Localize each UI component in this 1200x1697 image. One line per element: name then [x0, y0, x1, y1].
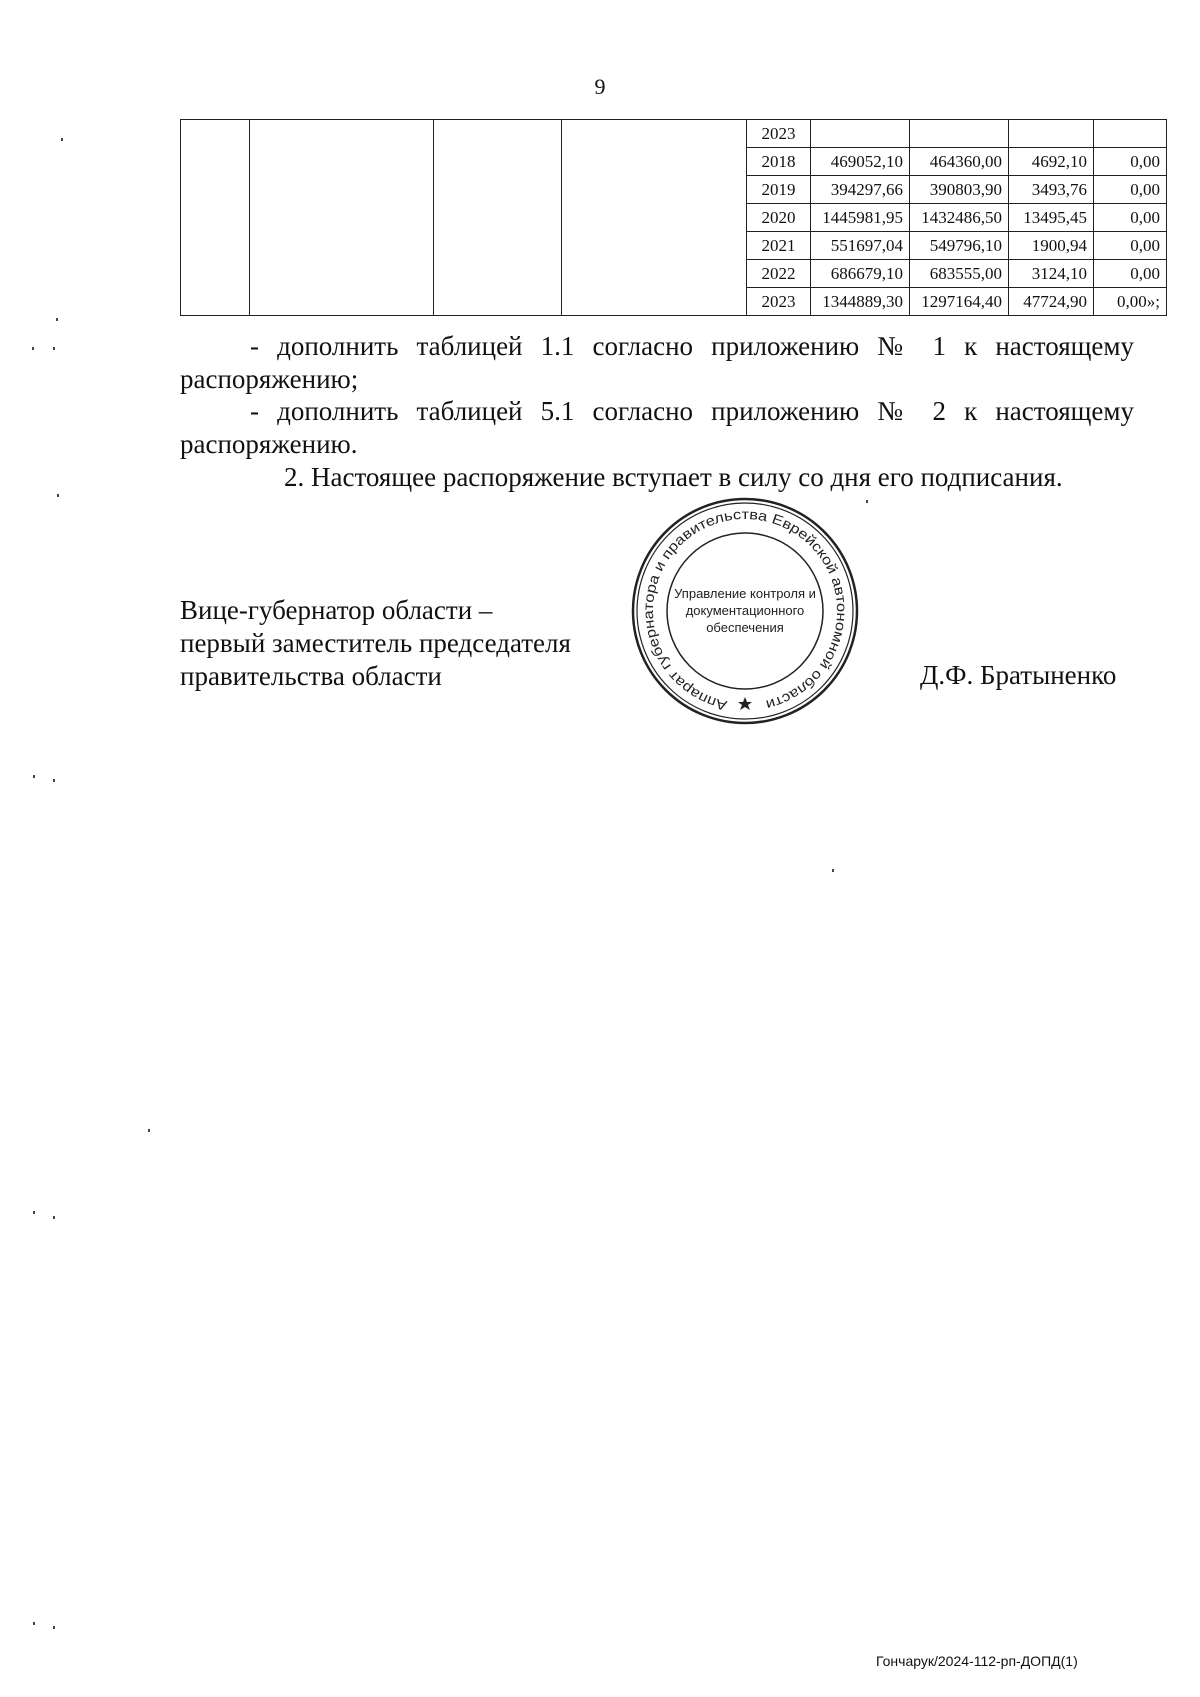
- item-1-line-2: распоряжению;: [180, 364, 359, 394]
- scan-speck: [57, 494, 59, 497]
- table-cell-year: 2023: [747, 120, 811, 148]
- table-cell-value: 0,00: [1094, 176, 1167, 204]
- official-stamp: [631, 497, 859, 725]
- table-cell-value: 0,00»;: [1094, 288, 1167, 316]
- table-cell-value: 4692,10: [1009, 148, 1094, 176]
- scan-speck: [866, 500, 868, 503]
- table-cell-value: 1900,94: [1009, 232, 1094, 260]
- stamp-outer-text: Аппарат губернатора и правительства Еврейской автономной области: [639, 505, 851, 715]
- stamp-inner-line: документационного: [685, 603, 805, 618]
- scan-speck: [33, 1211, 35, 1214]
- scan-speck: [56, 318, 58, 321]
- table-cell-value: 0,00: [1094, 232, 1167, 260]
- scan-speck: [32, 347, 34, 350]
- scan-speck: [53, 1626, 55, 1629]
- item-2-line-1: - дополнить таблицей 5.1 согласно приложению № 2 к настоящему: [250, 396, 1134, 426]
- stamp-inner-line: обеспечения: [706, 620, 784, 635]
- table-cell-year: 2022: [747, 260, 811, 288]
- table-cell-value: [811, 120, 910, 148]
- financing-table: [180, 119, 1167, 316]
- table-cell-year: 2020: [747, 204, 811, 232]
- table-cell-value: [1009, 120, 1094, 148]
- table-cell-year: 2018: [747, 148, 811, 176]
- table-cell-value: 1445981,95: [811, 204, 910, 232]
- signatory-name: Д.Ф. Братыненко: [920, 660, 1117, 690]
- scan-speck: [53, 1216, 55, 1219]
- table-cell-empty: [181, 120, 250, 316]
- point-2: 2. Настоящее распоряжение вступает в силу со дня его подписания.: [284, 462, 1063, 492]
- table-cell-value: 3124,10: [1009, 260, 1094, 288]
- table-cell-empty: [562, 120, 747, 316]
- item-2-line-2: распоряжению.: [180, 429, 358, 459]
- stamp-star-icon: [738, 697, 752, 710]
- table-cell-value: 47724,90: [1009, 288, 1094, 316]
- table-cell-value: 683555,00: [910, 260, 1009, 288]
- table-cell-value: 0,00: [1094, 148, 1167, 176]
- scan-speck: [61, 138, 63, 141]
- document-footer: Гончарук/2024-112-рп-ДОПД(1): [876, 1653, 1078, 1669]
- table-cell-year: 2019: [747, 176, 811, 204]
- table-row: [181, 120, 1167, 148]
- stamp-inner-line: Управление контроля и: [674, 586, 816, 601]
- page-number: 9: [594, 74, 606, 99]
- table-cell-empty: [250, 120, 434, 316]
- table-cell-value: 1297164,40: [910, 288, 1009, 316]
- table-cell-value: 464360,00: [910, 148, 1009, 176]
- table-cell-value: 469052,10: [811, 148, 910, 176]
- table-cell-empty: [434, 120, 562, 316]
- table-cell-value: 551697,04: [811, 232, 910, 260]
- table-cell-year: 2023: [747, 288, 811, 316]
- position-line: правительства области: [180, 661, 442, 691]
- table-cell-value: 13495,45: [1009, 204, 1094, 232]
- scan-speck: [53, 347, 55, 350]
- table-cell-value: 0,00: [1094, 204, 1167, 232]
- signatory-position: [180, 594, 571, 693]
- table-cell-value: 394297,66: [811, 176, 910, 204]
- table-cell-year: 2021: [747, 232, 811, 260]
- scan-speck: [832, 869, 834, 872]
- table-cell-value: 0,00: [1094, 260, 1167, 288]
- scan-speck: [53, 779, 55, 782]
- table-cell-value: 686679,10: [811, 260, 910, 288]
- table-cell-value: 1344889,30: [811, 288, 910, 316]
- scan-speck: [148, 1129, 150, 1132]
- table-cell-value: [910, 120, 1009, 148]
- position-line: Вице-губернатор области –: [180, 595, 493, 625]
- table-cell-value: 1432486,50: [910, 204, 1009, 232]
- table-cell-value: 390803,90: [910, 176, 1009, 204]
- table-cell-value: 549796,10: [910, 232, 1009, 260]
- table-cell-value: 3493,76: [1009, 176, 1094, 204]
- position-line: первый заместитель председателя: [180, 628, 571, 658]
- scan-speck: [33, 775, 35, 778]
- table-cell-value: [1094, 120, 1167, 148]
- scan-speck: [33, 1622, 35, 1625]
- item-1-line-1: - дополнить таблицей 1.1 согласно приложению № 1 к настоящему: [250, 331, 1134, 361]
